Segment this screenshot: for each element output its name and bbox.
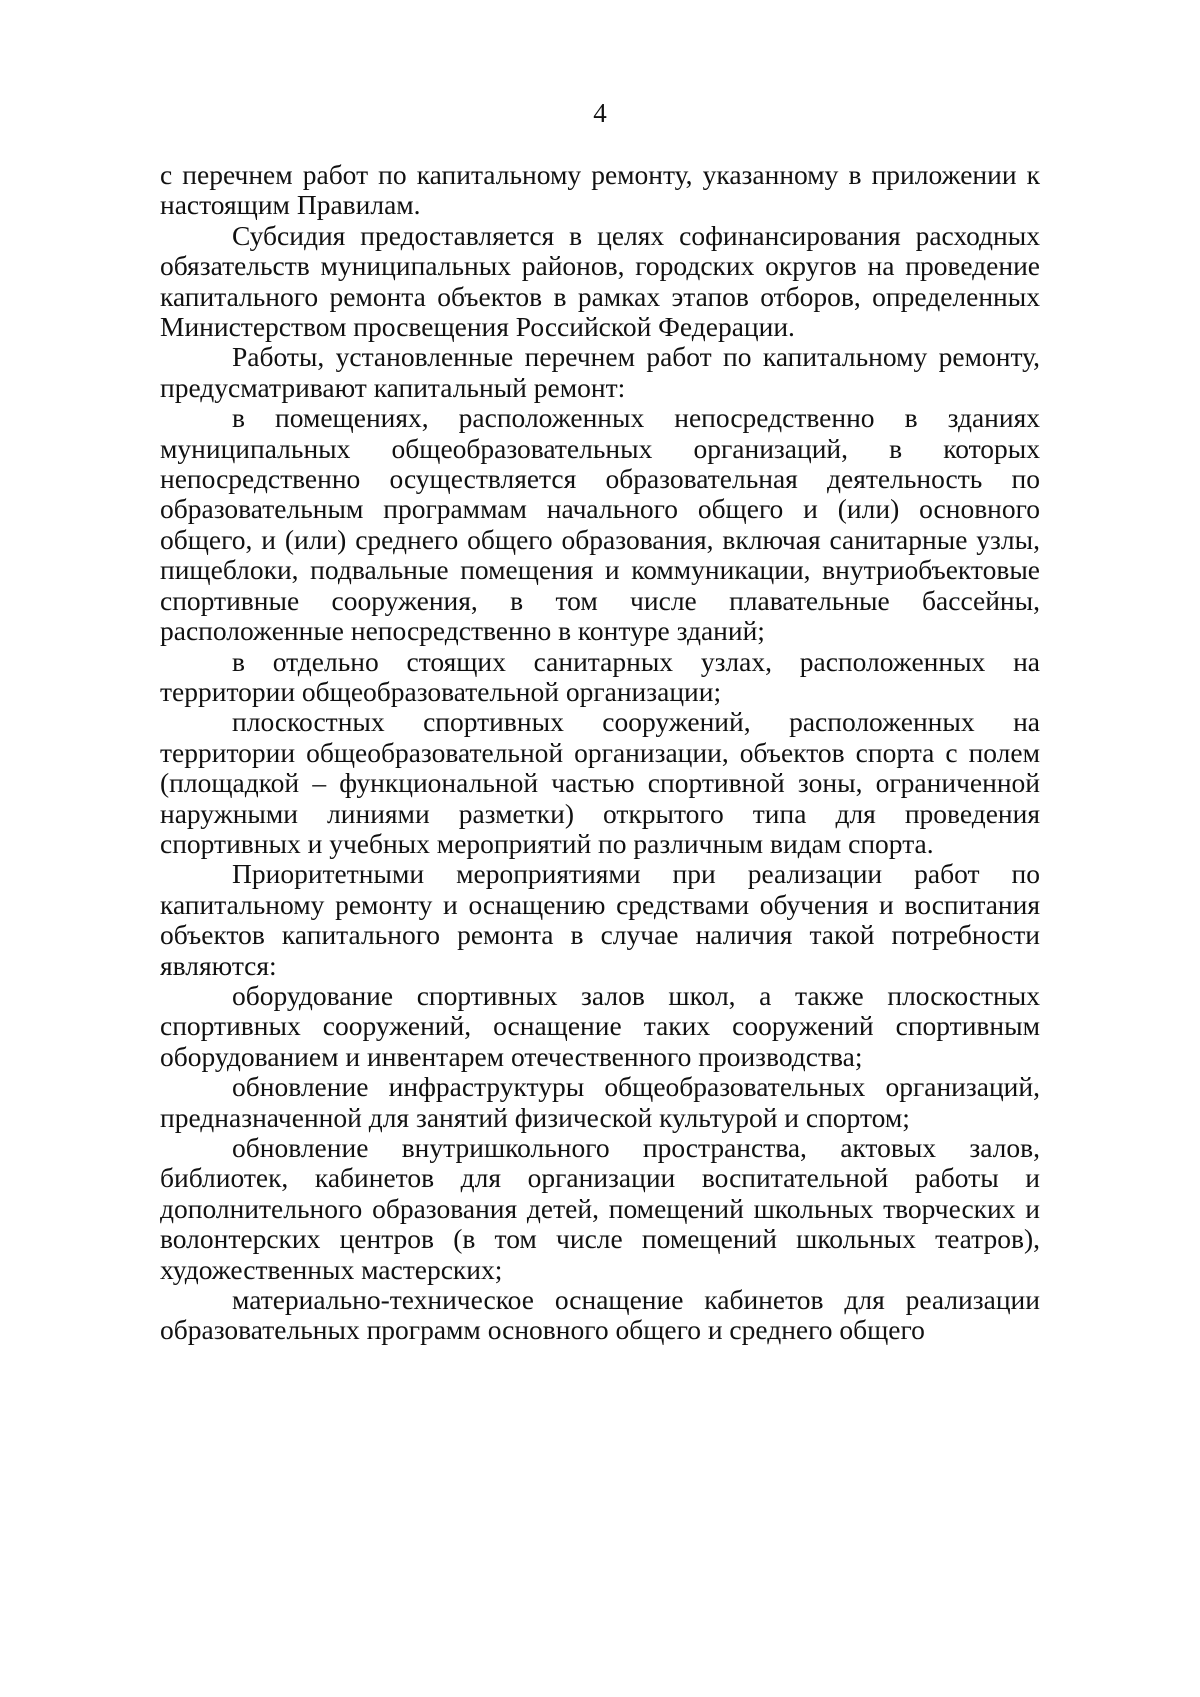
paragraph-5: в отдельно стоящих санитарных узлах, расположенных на территории общеобразовательной организации; [160,645,1040,707]
paragraph-2: Субсидия предоставляется в целях софинансирования расходных обязательств муниципальных районов, городских округов на проведение капитального ремонта объектов в рамках этапов отборов, определенных Министерством просвещения Российской Федерации. [160,219,1040,343]
paragraph-6: плоскостных спортивных сооружений, расположенных на территории общеобразовательной организации, объектов спорта с полем (площадкой – функциональной частью спортивной зоны, ограниченной наружными линиями разметки) открытого типа для проведения спортивных и учебных мероприятий по различным видам спорта. [160,706,1040,859]
paragraph-9: обновление инфраструктуры общеобразовательных организаций, предназначенной для занятий физической культурой и спортом; [160,1071,1040,1133]
paragraph-8: оборудование спортивных залов школ, а также плоскостных спортивных сооружений, оснащение таких сооружений спортивным оборудованием и инвентарем отечественного производства; [160,979,1040,1072]
paragraph-11: материально-техническое оснащение кабинетов для реализации образовательных программ основного общего и среднего общего [160,1284,1040,1346]
paragraph-4: в помещениях, расположенных непосредственно в зданиях муниципальных общеобразовательных организаций, в которых непосредственно осуществляется образовательная деятельность по образовательным программам начального общего и (или) основного общего, и (или) среднего общего образования, включая санитарные узлы, пищеблоки, подвальные помещения и коммуникации, внутриобъектовые спортивные сооружения, в том числе плавательные бассейны, расположенные непосредственно в контуре зданий; [160,402,1040,647]
paragraph-3: Работы, установленные перечнем работ по капитальному ремонту, предусматривают капитальный ремонт: [160,341,1040,403]
paragraph-10: обновление внутришкольного пространства, актовых залов, библиотек, кабинетов для организации воспитательной работы и дополнительного образования детей, помещений школьных творческих и волонтерских центров (в том числе помещений школьных театров), художественных мастерских; [160,1132,1040,1285]
document-body [160,160,1040,1346]
page-number: 4 [593,98,607,128]
paragraph-7: Приоритетными мероприятиями при реализации работ по капитальному ремонту и оснащению средствами обучения и воспитания объектов капитального ремонта в случае наличия такой потребности являются: [160,858,1040,981]
paragraph-1: с перечнем работ по капитальному ремонту, указанному в приложении к настоящим Правилам. [160,159,1040,221]
